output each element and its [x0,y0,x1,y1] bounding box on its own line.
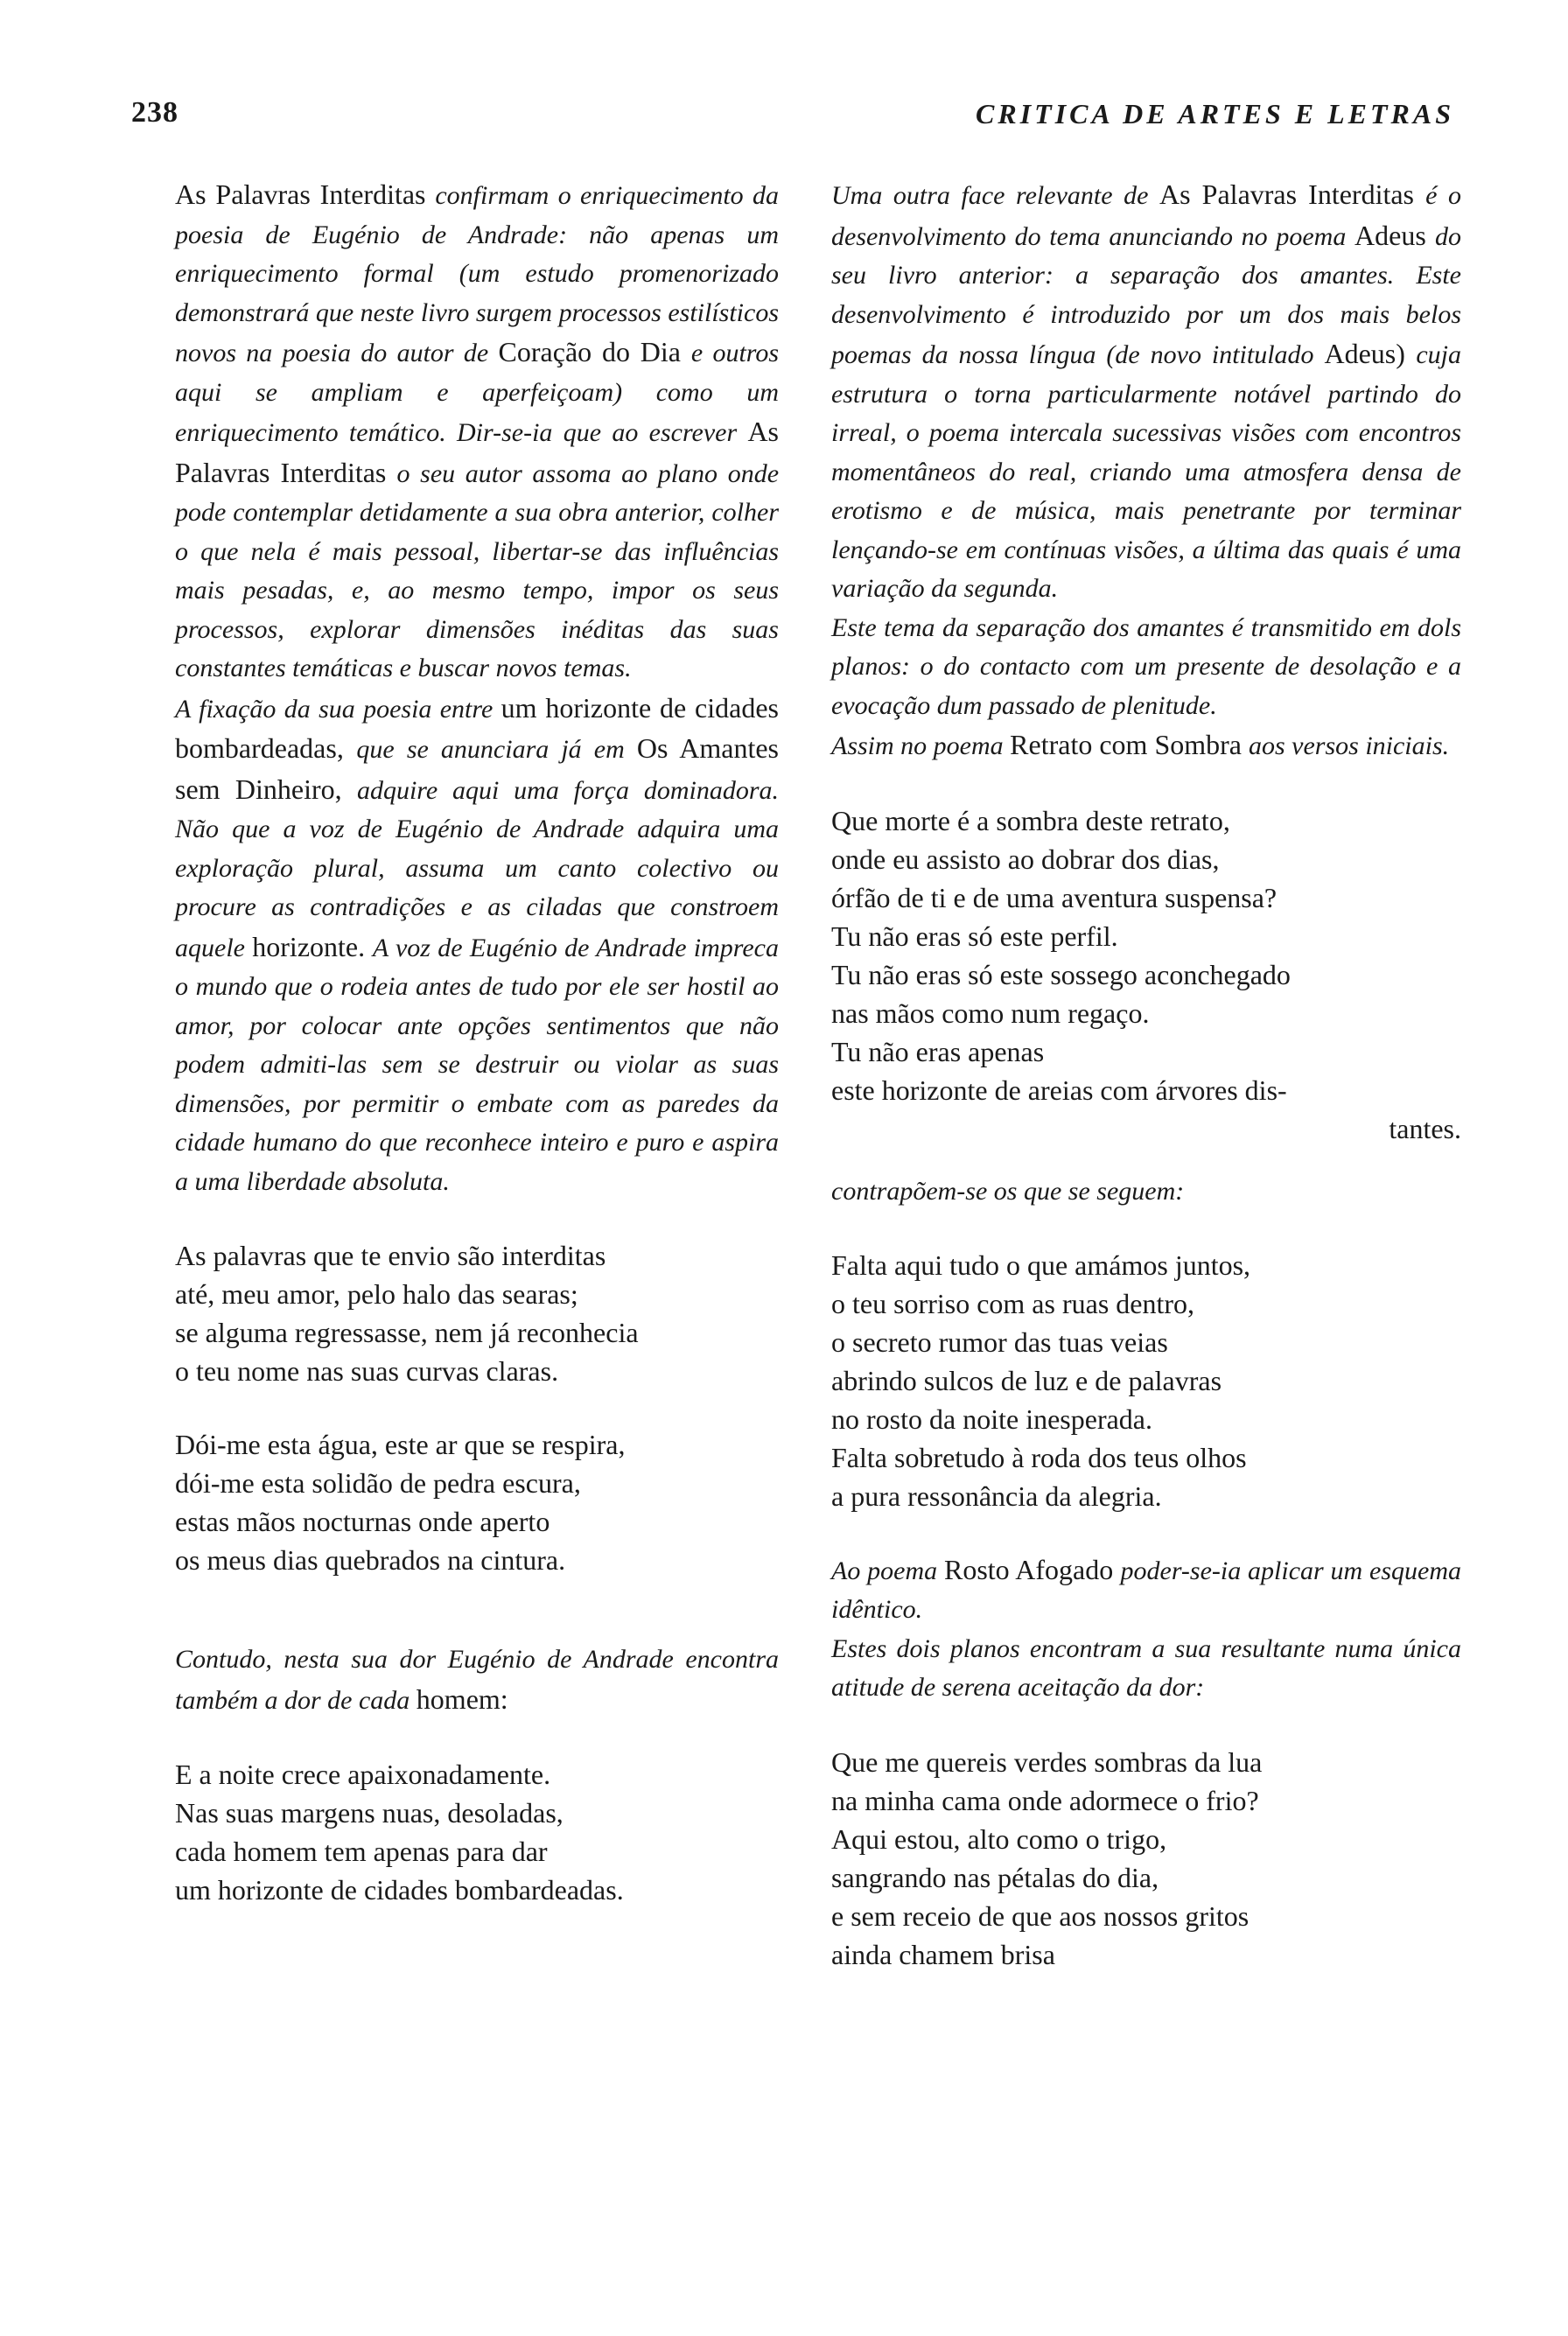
left-paragraph-1 [175,175,779,689]
text-run: um horizonte de cidades bombardeadas, [175,691,779,764]
left-paragraph-3 [175,1640,779,1720]
poem-line: Nas suas margens nuas, desoladas, [175,1797,564,1829]
poem-line: nas mãos como num regaço. [831,997,1150,1029]
right-intro: contrapõem-se os que se seguem: [831,1176,1185,1206]
text-run: Os Amantes sem Dinheiro, [175,732,780,805]
poem-line: na minha cama onde adormece o frio? [831,1784,1259,1816]
poem-line: órfão de ti e de uma aventura suspensa? [831,881,1278,913]
text-run: o seu autor assoma ao plano onde pode contemplar detidamente a sua obra anterior, colher o que nela é mais pessoal, libertar-se das influências mais pesadas, e, ao mesmo tempo, impor os seus processos, explorar dimensões inéditas das suas constantes temáticas e buscar novos temas. [175,458,780,682]
text-run: Adeus) [1324,338,1417,369]
poem-line: os meus dias quebrados na cintura. [175,1544,566,1576]
poem-line: e sem receio de que aos nossos gritos [831,1899,1250,1932]
text-run: Estes dois planos encontram a sua resultante numa única atitude de serena aceitação da dor: [831,1633,1461,1702]
poem-line: Que morte é a sombra deste retrato, [831,804,1230,836]
right-paragraph-3 [831,725,1461,766]
poem-line: o teu sorriso com as ruas dentro, [831,1287,1195,1319]
text-run: é o desenvolvimento do tema anunciando no poema [831,181,1461,251]
poem-line: dói-me esta solidão de pedra escura, [175,1467,581,1499]
text-run: e outros aqui se ampliam e aperfeiçoam) como um enriquecimento temático. Dir-se-ia que ao escrever [175,339,780,447]
text-run: horizonte. [252,930,373,962]
right-paragraph-5 [831,1630,1461,1708]
poem-line: Aqui estou, alto como o trigo, [831,1822,1167,1855]
poem-line: cada homem tem apenas para dar [175,1836,548,1867]
text-run: cuja estrutura o torna particularmente notável partindo do irreal, o poema intercala sucessivas visões com encontros momentâneos do real, criando uma atmosfera densa de erotismo e de música, mais penetrante por terminar lençando-se em contínuas visões, a última das quais é uma variação da segunda. [831,340,1461,603]
poem-line: onde eu assisto ao dobrar dos dias, [831,843,1220,875]
poem-line: o secreto rumor das tuas veias [831,1325,1168,1358]
running-head: CRITICA DE ARTES E LETRAS [976,98,1454,129]
text-run: poder-se-ia aplicar um esquema idêntico. [831,1556,1461,1624]
text-run: Rosto Afogado [943,1553,1121,1585]
right-column [831,175,1461,1974]
poem-line: Falta sobretudo à roda dos teus olhos [831,1441,1247,1473]
poem-line: se alguma regressasse, nem já reconhecia [175,1317,639,1348]
poem-stanza [175,1425,779,1579]
text-run: homem: [416,1682,508,1715]
text-run: As Palavras Interditas [175,178,436,210]
left-column [175,175,779,1909]
poem-line: tantes. [1389,1112,1461,1144]
poem-lines [831,801,1461,1109]
poem-line: ainda chamem brisa [831,1938,1055,1970]
right-paragraph-2 [831,609,1461,726]
text-run: Ao poema [831,1556,944,1585]
text-run: As Palavras Interditas [175,416,779,488]
poem-line: Falta aqui tudo o que amámos juntos, [831,1248,1251,1281]
poem-line: Dói-me esta água, este ar que se respira, [175,1429,626,1460]
poem-stanza [831,1743,1461,1974]
poem-line: sangrando nas pétalas do dia, [831,1861,1159,1893]
text-run: A fixação da sua poesia entre [175,694,501,724]
text-run: do seu livro anterior: a separação dos amantes. Este desenvolvimento é introduzido por um dos mais belos poemas da nossa língua (de novo intitulado [831,221,1462,369]
text-run: confirmam o enriquecimento da poesia de Eugénio de Andrade: não apenas um enriquecimento formal (um estudo promenorizado demonstrará que neste livro surgem processos estilísticos novos na poesia do autor de [175,181,779,367]
left-paragraph-2 [175,689,779,1202]
page-number: 238 [131,96,178,129]
text-run: Assim no poema [831,731,1011,760]
poem-line: até, meu amor, pelo halo das searas; [175,1278,578,1310]
poem-line: Tu não eras só este perfil. [831,920,1118,952]
text-run: que se anunciara já em [356,735,637,764]
right-paragraph-1 [831,175,1461,609]
poem-stanza [831,801,1461,1148]
poem-line: Tu não eras só este sossego aconchegado [831,958,1291,990]
text-run: A voz de Eugénio de Andrade impreca o mundo que o rodeia antes de tudo por ele ser hostil ao amor, por colocar ante opções sentimentos que não podem admiti-las sem se destruir ou violar as suas dimensões, por permitir o embate com as paredes da cidade humano do que reconhece inteiro e puro e aspira a uma liberdade absoluta. [175,933,779,1196]
text-run: As Palavras Interditas [1159,178,1426,210]
poem-line: abrindo sulcos de luz e de palavras [831,1364,1222,1396]
right-paragraph-4 [831,1550,1461,1630]
poem-line: no rosto da noite inesperada. [831,1402,1152,1435]
poem-line: um horizonte de cidades bombardeadas. [175,1874,624,1906]
poem-stanza [175,1236,779,1390]
text-run: Adeus [1354,219,1436,251]
poem-stanza [175,1755,779,1909]
poem-line: estas mãos nocturnas onde aperto [175,1506,550,1537]
poem-line: Tu não eras apenas [831,1035,1045,1067]
poem-line: este horizonte de areias com árvores dis- [831,1074,1287,1106]
text-run: Retrato com Sombra [1010,729,1249,760]
text-run: Contudo, nesta sua dor Eugénio de Andrade encontra também a dor de cada [175,1645,779,1715]
poem-line: E a noite crece apaixonadamente. [175,1759,551,1790]
poem-line: Que me quereis verdes sombras da lua [831,1745,1263,1778]
text-run: Este tema da separação dos amantes é transmitido em dols planos: o do contacto com um presente de desolação e a evocação dum passado de plenitude. [831,612,1461,720]
poem-line: a pura ressonância da alegria. [831,1479,1162,1512]
poem-stanza [831,1246,1461,1515]
text-run: aos versos iniciais. [1248,731,1450,760]
poem-line: o teu nome nas suas curvas claras. [175,1355,559,1387]
text-run: Coração do Dia [498,336,691,367]
text-run: Uma outra face relevante de [831,181,1160,210]
poem-line: As palavras que te envio são interditas [175,1240,606,1271]
text-run: adquire aqui uma força dominadora. Não que a voz de Eugénio de Andrade adquira uma exploração plural, assuma um canto colectivo ou procure as contradições e as ciladas que constroem aquele [175,775,780,962]
